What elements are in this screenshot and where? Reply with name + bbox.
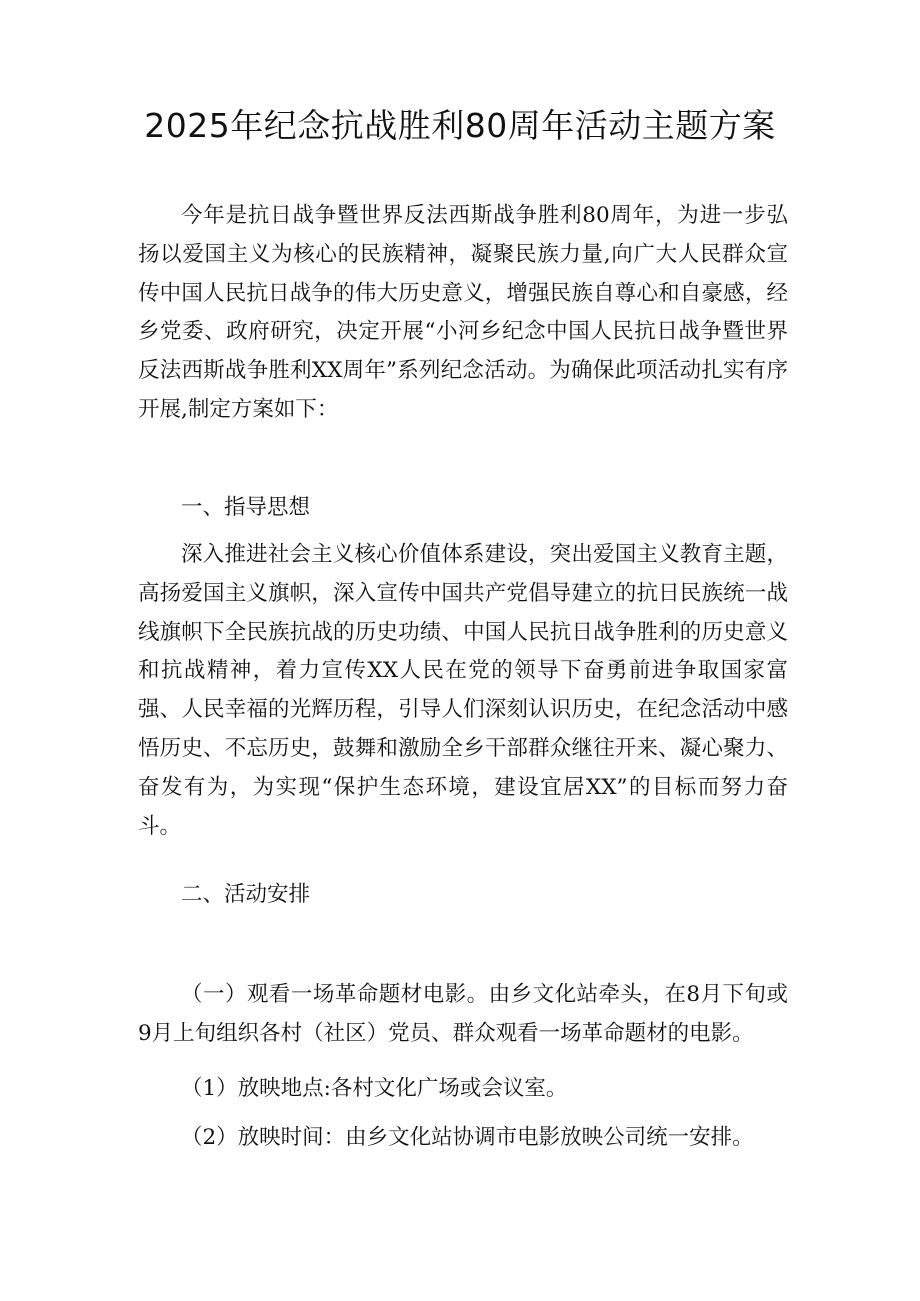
document-title: 2025年纪念抗战胜利80周年活动主题方案 [144, 106, 776, 145]
section-heading-guiding-ideology: 一、指导思想 [181, 495, 311, 520]
activity-item-section [138, 976, 788, 1054]
intro-paragraph: 今年是抗日战争暨世界反法西斯战争胜利80周年，为进一步弘扬以爱国主义为核心的民族精神，凝聚民族力量,向广大人民群众宣传中国人民抗日战争的伟大历史意义，增强民族自尊心和自豪感，经乡党委、政府研究，决定开展“小河乡纪念中国人民抗日战争暨世界反法西斯战争胜利XX周年”系列纪念活动。为确保此项活动扎实有序开展,制定方案如下： [138, 203, 788, 422]
activity-item-1-sub-1: （1）放映地点:各村文化广场或会议室。 [181, 1076, 568, 1101]
intro-section [138, 197, 788, 430]
activity-item-1-sub-2: （2）放映时间：由乡文化站协调市电影放映公司统一安排。 [181, 1125, 754, 1150]
guiding-ideology-paragraph: 深入推进社会主义核心价值体系建设，突出爱国主义教育主题，高扬爱国主义旗帜，深入宣传中国共产党倡导建立的抗日民族统一战线旗帜下全民族抗战的历史功绩、中国人民抗日战争胜利的历史意义和抗战精神，着力宣传XX人民在党的领导下奋勇前进争取国家富强、人民幸福的光辉历程，引导人们深刻认识历史，在纪念活动中感悟历史、不忘历史，鼓舞和激励全乡干部群众继往开来、凝心聚力、奋发有为，为实现“保护生态环境，建设宜居XX”的目标而努力奋斗。 [138, 542, 788, 839]
guiding-ideology-section [138, 536, 788, 846]
activity-item-1: （一）观看一场革命题材电影。由乡文化站牵头，在8月下旬或9月上旬组织各村（社区）党员、群众观看一场革命题材的电影。 [138, 982, 788, 1046]
section-heading-activity-arrangement: 二、活动安排 [181, 882, 311, 907]
